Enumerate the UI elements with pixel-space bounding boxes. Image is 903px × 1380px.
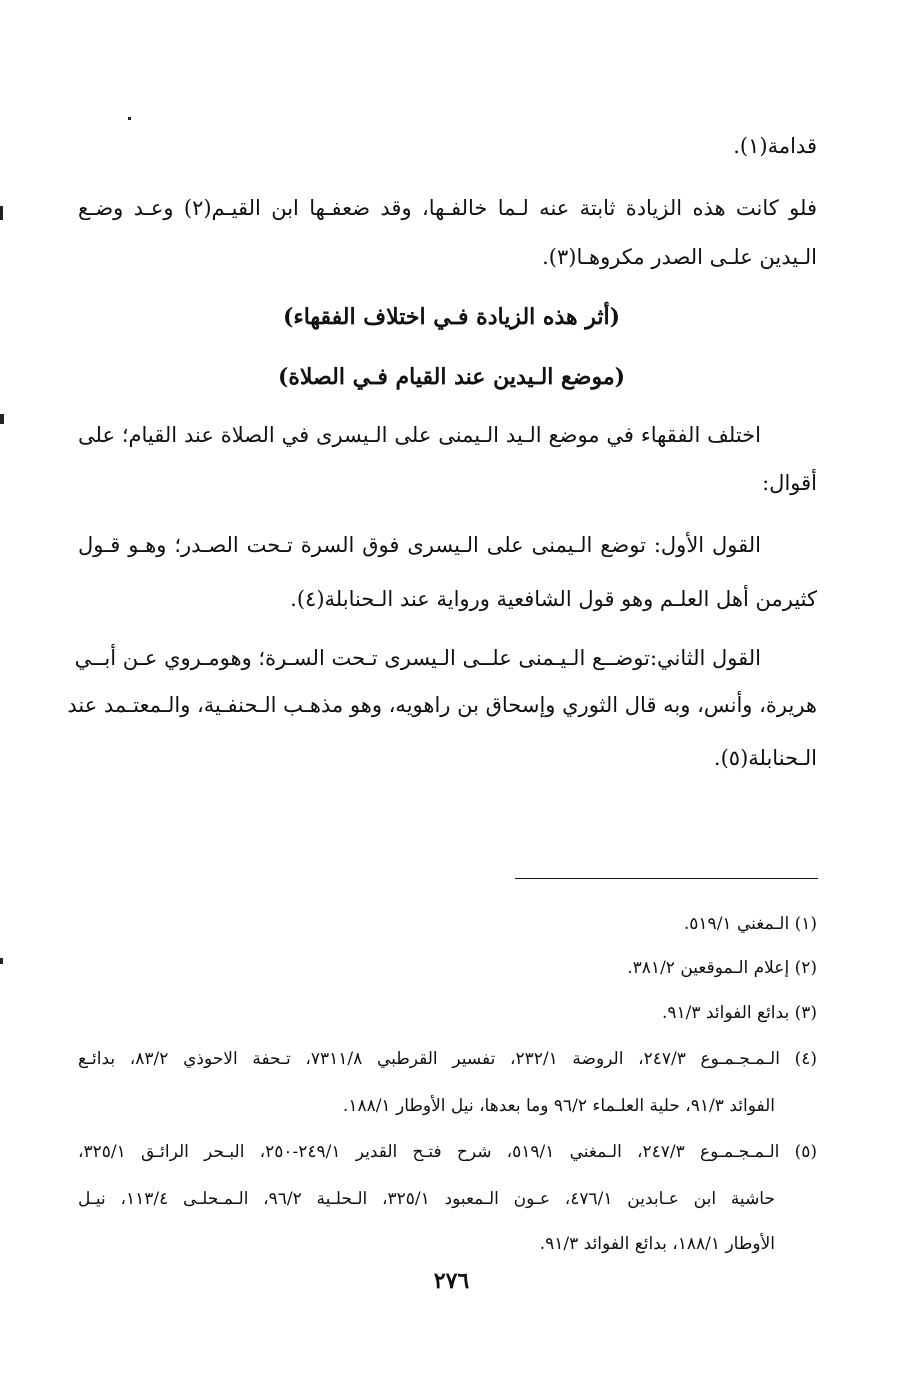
footnote-continuation: الفوائد ٩١/٣، حلية العلـماء ٩٦/٢ وما بعدها، نيل الأوطار ١٨٨/١. [342, 1096, 775, 1116]
body-line: اختلف الفقهاء في موضع الـيد الـيمنى على الـيسرى في الصلاة عند القيام؛ على [78, 423, 761, 447]
body-line: القول الأول: توضع الـيمنى على الـيسرى فوق السرة تـحت الصـدر؛ وهـو قـول [78, 533, 761, 557]
body-line: أقوال: [762, 471, 817, 495]
footnote: (١) الـمغني ٥١٩/١. [683, 914, 817, 934]
body-line: هريرة، وأنس، وبه قال الثوري وإسحاق بن راهويه، وهو مذهـب الـحنفـية، والـمعتـمد عند [67, 693, 817, 717]
body-line: كثيرمن أهل العلـم وهو قول الشافعية ورواية عند الـحنابلة(٤). [290, 587, 817, 611]
page-number: ٢٧٦ [433, 1268, 470, 1294]
body-line: قدامة(١). [733, 134, 817, 158]
scan-speck [0, 958, 3, 964]
section-heading: (موضع الـيدين عند القيام فـي الصلاة) [277, 364, 626, 390]
footnote: (٥) الـمـجـمـوع ٢٤٧/٣، الـمغني ٥١٩/١، شرح فتـح القدير ٢٤٩/١-٢٥٠، البـحر الرائـق ٣٢٥/١، [78, 1142, 817, 1162]
footnote: (٤) الـمـجـمـوع ٢٤٧/٣، الروضة ٢٣٢/١، تفسير القرطبي ٧٣١١/٨، تـحفة الاحوذي ٨٣/٢، بدائـع [78, 1049, 817, 1069]
body-line: فلو كانت هذه الزيادة ثابتة عنه لـما خالفـها، وقد ضعفـها ابن القيـم(٢) وعـد وضـع [78, 196, 817, 220]
section-heading: (أثر هذه الزيادة فـي اختلاف الفقهاء) [282, 304, 621, 330]
footnote-continuation: الأوطار ١٨٨/١، بدائع الفوائد ٩١/٣. [539, 1234, 775, 1254]
body-line: الـحنابلة(٥). [713, 746, 817, 770]
scan-speck [128, 117, 131, 120]
scan-speck [0, 414, 4, 424]
footnote-separator [515, 878, 818, 879]
footnote: (٢) إعلام الـموقعين ٣٨١/٢. [627, 958, 817, 978]
footnote-continuation: حاشية ابن عـابدين ٤٧٦/١، عـون الـمعبود ٣٢٥/١، الـحلـية ٩٦/٢، الـمـحلـى ١١٣/٤، نيـل [78, 1189, 775, 1209]
footnote: (٣) بدائع الفوائد ٩١/٣. [662, 1003, 817, 1023]
body-line: القول الثاني:توضــع الـيـمنى علــى الـيسرى تـحت السـرة؛ وهومـروي عـن أبــي [74, 646, 761, 670]
body-line: الـيدين علـى الصدر مكروهـا(٣). [542, 245, 817, 269]
scan-speck [0, 206, 3, 220]
